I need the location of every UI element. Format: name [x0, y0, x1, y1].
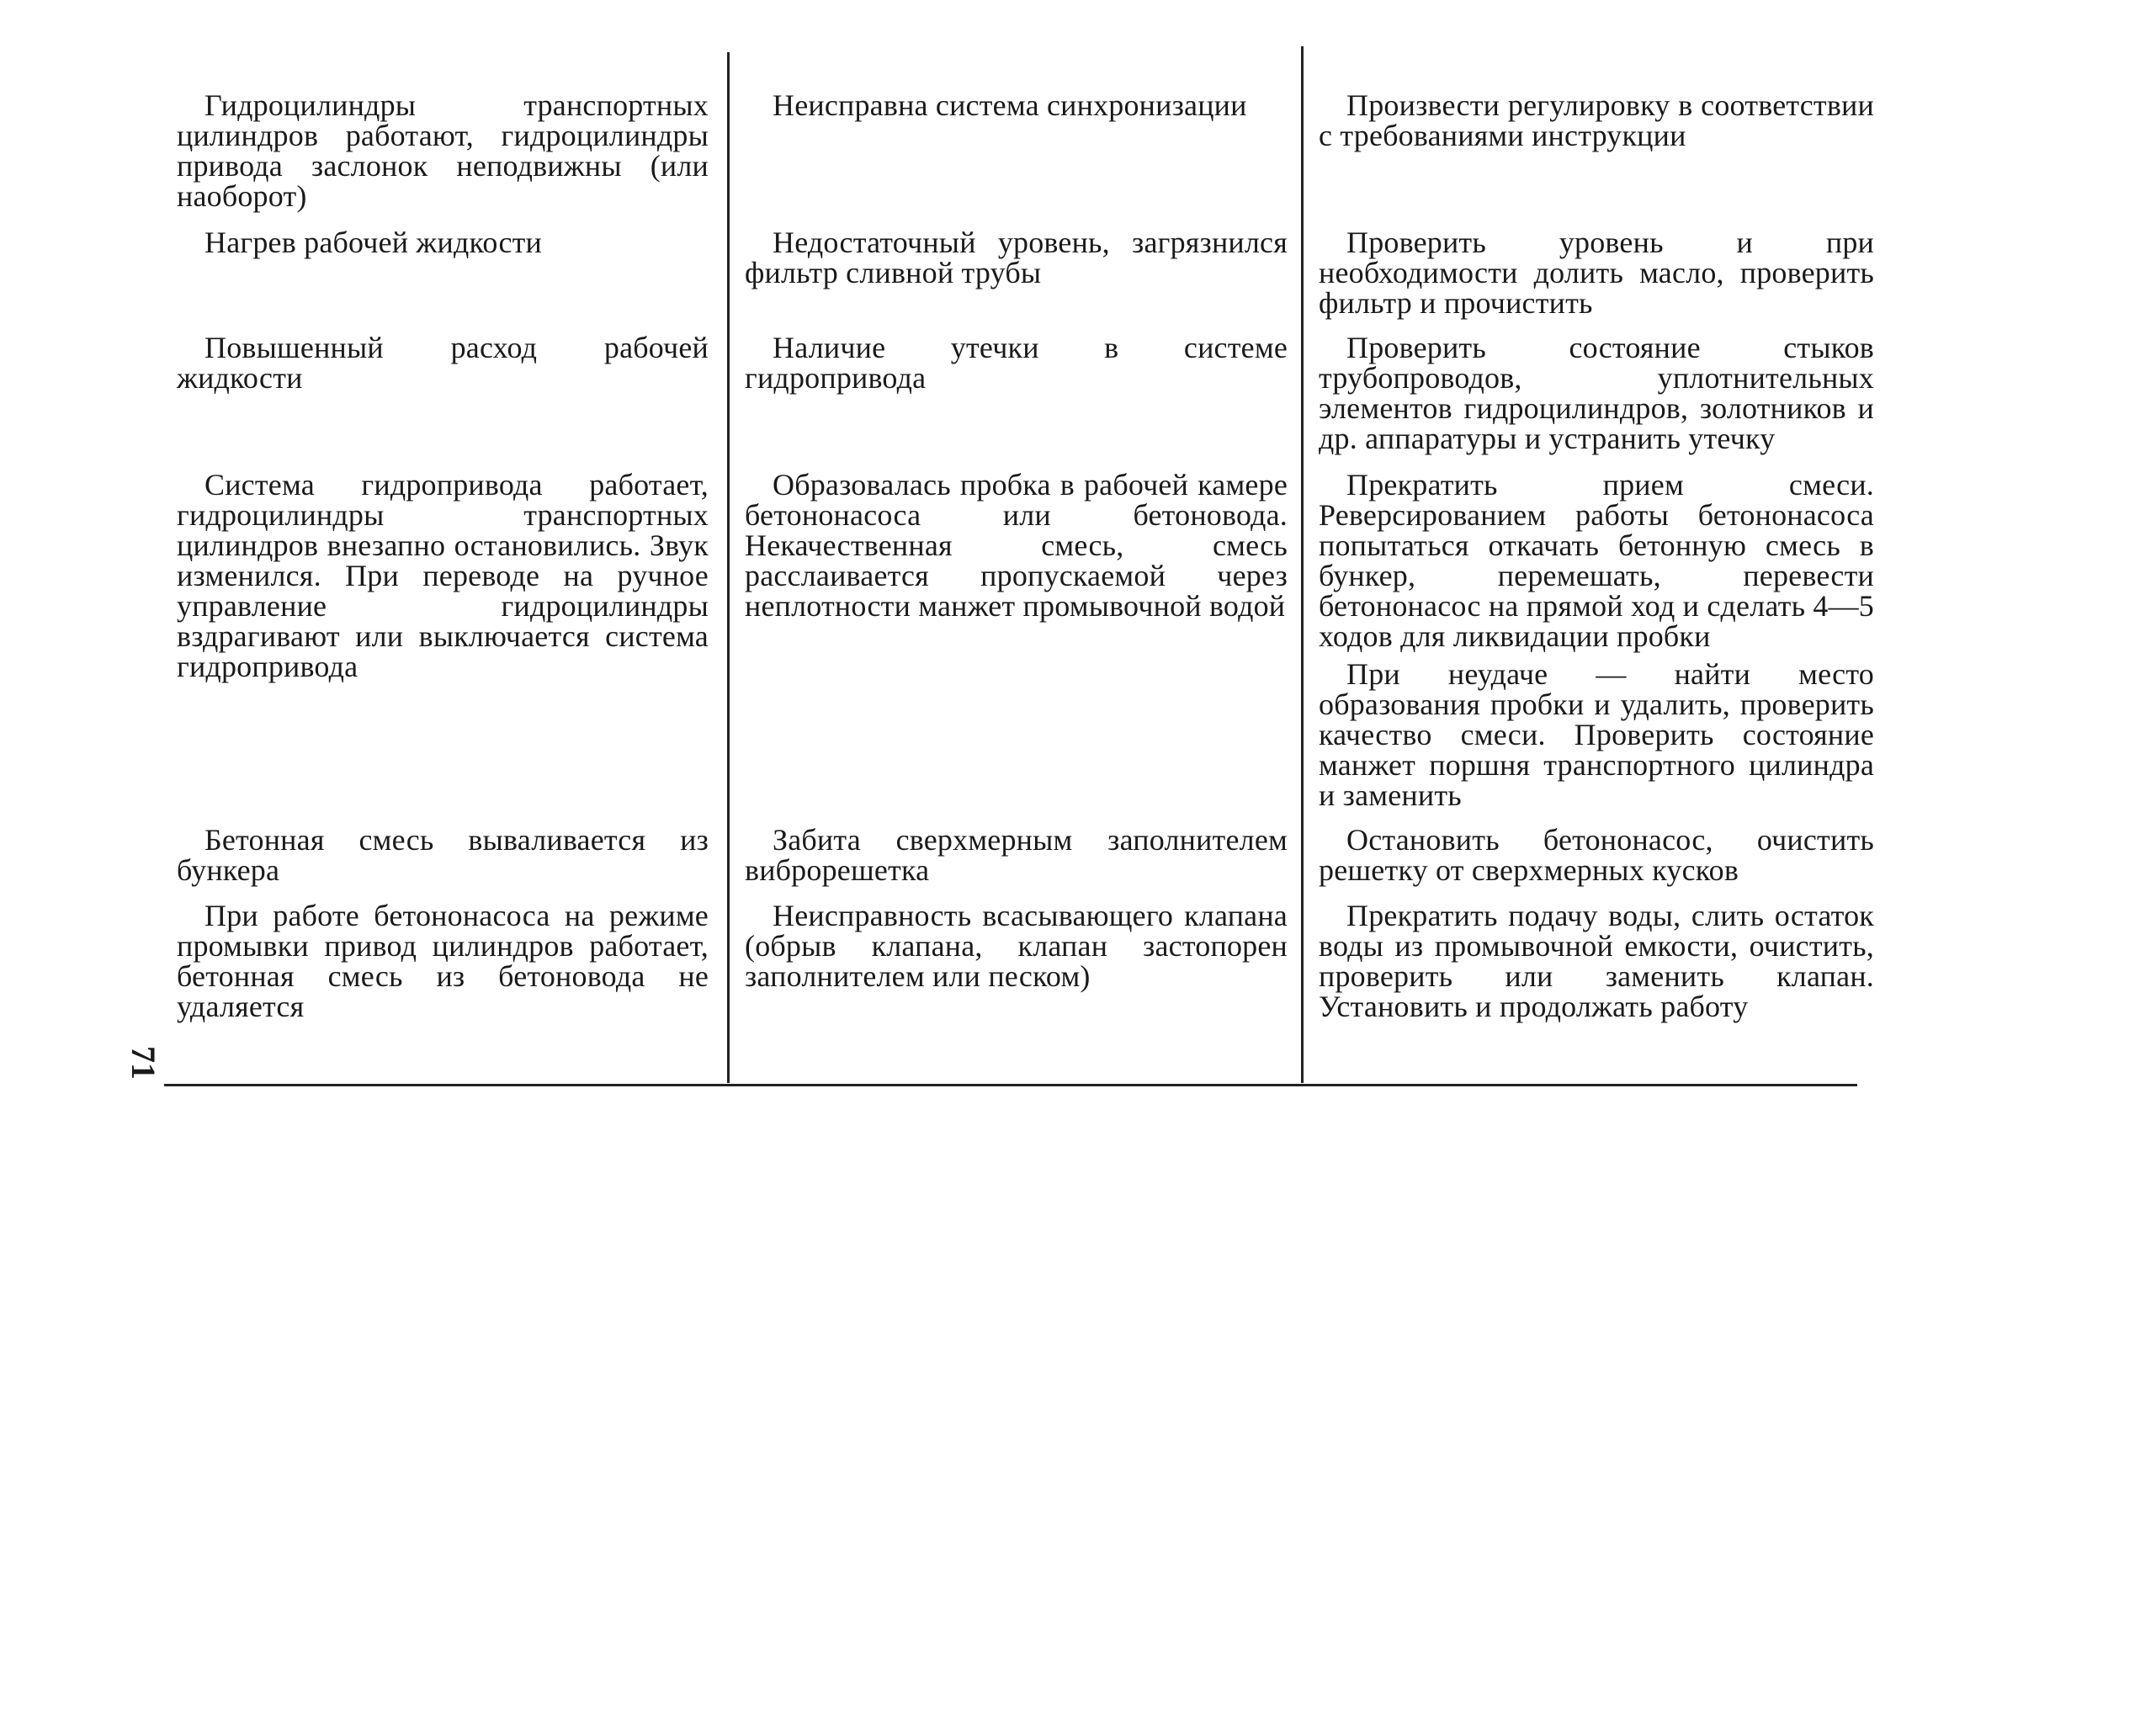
- page-number: 71: [125, 1046, 162, 1080]
- remedy-cell: Произвести регулировку в соответствии с требованиями инструкции: [1319, 88, 1874, 152]
- cause-cell: Неисправна система синхронизации: [773, 88, 1247, 122]
- symptom-cell: Система гидропривода работает, гидроцилиндры транспортных цилиндров внезапно остановились. Звук изменился. При переводе на ручное управление гидроцилиндры вздрагивают или выключается система гидропривода: [177, 468, 709, 683]
- remedy-cell: Остановить бетононасос, очистить решетку от сверхмерных кусков: [1319, 823, 1874, 887]
- cause-cell: Наличие утечки в системе гидропривода: [745, 331, 1288, 395]
- remedy-cell-continued: При неудаче — найти место образования пробки и удалить, проверить качество смеси. Проверить состояние манжет поршня транспортного цилиндра и заменить: [1319, 657, 1874, 812]
- cause-cell: Неисправность всасывающего клапана (обрыв клапана, клапан застопорен заполнителем или песком): [745, 899, 1288, 993]
- symptom-cell: Гидроцилиндры транспортных цилиндров работают, гидроцилиндры привода заслонок неподвижны (или наоборот): [177, 88, 709, 213]
- cause-cell: Образовалась пробка в рабочей камере бетононасоса или бетоновода. Некачественная смесь, смесь расслаивается пропускаемой через неплотности манжет промывочной водой: [745, 468, 1288, 623]
- symptom-cell: При работе бетононасоса на режиме промывки привод цилиндров работает, бетонная смесь из бетоновода не удаляется: [177, 899, 709, 1023]
- remedy-cell: Проверить уровень и при необходимости долить масло, проверить фильтр и прочистить: [1319, 226, 1874, 320]
- symptom-cell: Бетонная смесь вываливается из бункера: [177, 823, 709, 887]
- column-divider-left: [727, 52, 730, 1083]
- symptom-cell: Повышенный расход рабочей жидкости: [177, 331, 709, 395]
- column-divider-right: [1301, 46, 1304, 1083]
- remedy-cell: Прекратить подачу воды, слить остаток воды из промывочной емкости, очистить, проверить или заменить клапан. Установить и продолжать работу: [1319, 899, 1874, 1023]
- remedy-cell: Проверить состояние стыков трубопроводов, уплотнительных элементов гидроцилиндров, золотников и др. аппаратуры и устранить утечку: [1319, 331, 1874, 455]
- cause-cell: Недостаточный уровень, загрязнился фильтр сливной трубы: [745, 226, 1288, 289]
- symptom-cell: Нагрев рабочей жидкости: [204, 226, 543, 259]
- cause-cell: Забита сверхмерным заполнителем виброрешетка: [745, 823, 1288, 887]
- table-bottom-rule: [164, 1084, 1857, 1086]
- remedy-cell: Прекратить прием смеси. Реверсированием работы бетононасоса попытаться откачать бетонную смесь в бункер, перемешать, перевести бетононасос на прямой ход и сделать 4—5 ходов для ликвидации пробки: [1319, 468, 1874, 653]
